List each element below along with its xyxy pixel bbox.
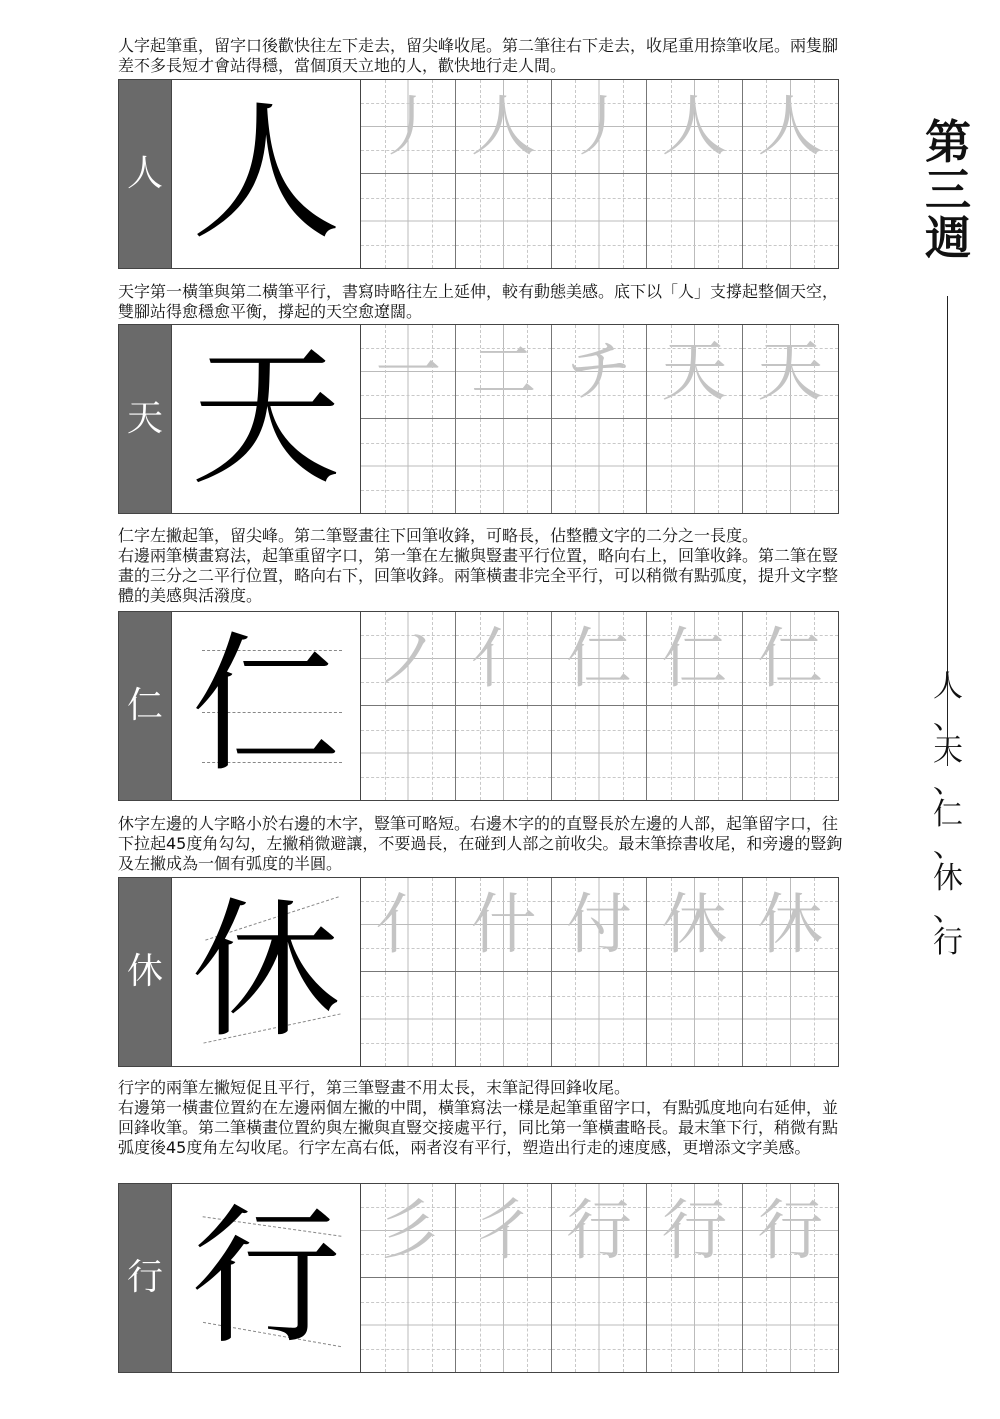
cell-guide xyxy=(814,419,815,513)
cell-guide xyxy=(552,1043,646,1044)
cell-guide xyxy=(432,1184,433,1277)
cell-guide xyxy=(432,80,433,173)
cell-guide xyxy=(361,150,455,151)
cell-guide xyxy=(623,1184,624,1277)
blank-cell[interactable] xyxy=(361,1278,456,1372)
trace-cell[interactable]: 亻 xyxy=(456,612,551,706)
cell-guide xyxy=(361,948,455,949)
trace-cell[interactable]: ノ xyxy=(361,612,456,706)
cell-guide xyxy=(480,80,481,173)
cell-guide xyxy=(766,174,767,268)
trace-cell[interactable]: チ xyxy=(552,325,647,419)
cell-guide xyxy=(743,777,838,778)
cell-guide xyxy=(432,1278,433,1372)
cell-guide xyxy=(552,635,646,636)
cell-guide xyxy=(671,419,672,513)
cell-guide xyxy=(743,245,838,246)
week-title: 第 三 週 xyxy=(925,115,971,265)
cell-guide xyxy=(527,972,528,1066)
cell-guide xyxy=(718,1184,719,1277)
cell-guide xyxy=(575,612,576,705)
blank-cell[interactable] xyxy=(647,1278,742,1372)
cell-guide xyxy=(456,245,550,246)
cell-guide xyxy=(552,198,646,199)
cell-guide xyxy=(647,901,741,902)
cell-guide xyxy=(575,706,576,800)
cell-guide xyxy=(623,325,624,418)
blank-cell[interactable] xyxy=(456,706,551,800)
cell-guide xyxy=(575,1184,576,1277)
cell-guide xyxy=(718,419,719,513)
cell-guide xyxy=(743,1349,838,1350)
cell-guide xyxy=(647,1349,741,1350)
trace-cell[interactable]: 彳 xyxy=(456,1184,551,1278)
cell-guide xyxy=(480,419,481,513)
blank-cell[interactable] xyxy=(361,174,456,268)
cell-guide xyxy=(456,1207,550,1208)
trace-cell[interactable]: 行 xyxy=(647,1184,742,1278)
cell-guide xyxy=(361,1254,455,1255)
week-sidebar xyxy=(918,115,978,960)
cell-guide xyxy=(575,80,576,173)
cell-guide xyxy=(552,1207,646,1208)
cell-guide xyxy=(456,1302,550,1303)
trace-cell[interactable]: 人 xyxy=(647,80,742,174)
cell-guide xyxy=(814,325,815,418)
cell-guide xyxy=(766,1184,767,1277)
cell-guide xyxy=(647,996,741,997)
cell-guide xyxy=(480,972,481,1066)
cell-guide xyxy=(647,443,741,444)
cell-guide xyxy=(552,901,646,902)
cell-guide xyxy=(743,901,838,902)
trace-cell[interactable]: 行 xyxy=(743,1184,838,1278)
cell-guide xyxy=(718,972,719,1066)
practice-block-ren2 xyxy=(118,611,839,801)
cell-guide xyxy=(385,706,386,800)
cell-guide xyxy=(743,1043,838,1044)
cell-guide xyxy=(456,901,550,902)
cell-guide xyxy=(671,325,672,418)
cell-guide xyxy=(456,1254,550,1255)
cell-guide xyxy=(766,972,767,1066)
cell-guide xyxy=(671,80,672,173)
cell-guide xyxy=(456,1043,550,1044)
blank-cell[interactable] xyxy=(743,972,838,1066)
cell-guide xyxy=(647,103,741,104)
practice-grid xyxy=(361,325,838,513)
blank-cell[interactable] xyxy=(361,706,456,800)
cell-guide xyxy=(456,948,550,949)
cell-guide xyxy=(527,80,528,173)
cell-guide xyxy=(552,245,646,246)
blank-cell[interactable] xyxy=(647,972,742,1066)
blank-cell[interactable] xyxy=(552,174,647,268)
cell-guide xyxy=(361,348,455,349)
cell-guide xyxy=(671,612,672,705)
cell-guide xyxy=(766,325,767,418)
cell-guide xyxy=(385,612,386,705)
cell-guide xyxy=(552,490,646,491)
cell-guide xyxy=(456,1349,550,1350)
trace-cell[interactable]: 彡 xyxy=(361,1184,456,1278)
trace-cell[interactable]: 天 xyxy=(647,325,742,419)
blank-cell[interactable] xyxy=(647,174,742,268)
cell-guide xyxy=(432,612,433,705)
cell-guide xyxy=(743,443,838,444)
practice-block-ren xyxy=(118,79,839,269)
practice-grid xyxy=(361,1184,838,1372)
trace-cell[interactable]: 人 xyxy=(456,80,551,174)
cell-guide xyxy=(623,612,624,705)
cell-guide xyxy=(718,612,719,705)
cell-guide xyxy=(575,1278,576,1372)
practice-grid xyxy=(361,878,838,1066)
trace-cell[interactable]: 仁 xyxy=(743,612,838,706)
cell-guide xyxy=(814,972,815,1066)
cell-guide xyxy=(527,1278,528,1372)
trace-cell[interactable]: 付 xyxy=(552,878,647,972)
blank-cell[interactable] xyxy=(743,706,838,800)
cell-guide xyxy=(385,325,386,418)
trace-cell[interactable]: 行 xyxy=(552,1184,647,1278)
cell-guide xyxy=(623,419,624,513)
cell-guide xyxy=(814,878,815,971)
cell-guide xyxy=(552,1349,646,1350)
cell-guide xyxy=(718,706,719,800)
cell-guide xyxy=(647,1302,741,1303)
cell-guide xyxy=(480,325,481,418)
cell-guide xyxy=(814,80,815,173)
cell-guide xyxy=(671,1184,672,1277)
trace-cell[interactable]: 二 xyxy=(456,325,551,419)
cell-guide xyxy=(552,777,646,778)
char-label: 仁 xyxy=(119,612,171,800)
blank-cell[interactable] xyxy=(552,419,647,513)
cell-guide xyxy=(552,682,646,683)
cell-guide xyxy=(743,198,838,199)
cell-guide xyxy=(552,1254,646,1255)
cell-guide xyxy=(743,395,838,396)
char-label: 天 xyxy=(119,325,171,513)
cell-guide xyxy=(743,490,838,491)
cell-guide xyxy=(456,730,550,731)
cell-guide xyxy=(552,948,646,949)
cell-guide xyxy=(647,1043,741,1044)
practice-block-tian xyxy=(118,324,839,514)
blank-cell[interactable] xyxy=(552,1278,647,1372)
cell-guide xyxy=(743,948,838,949)
cell-guide xyxy=(527,878,528,971)
cell-guide xyxy=(456,395,550,396)
char-label: 人 xyxy=(119,80,171,268)
cell-guide xyxy=(527,174,528,268)
cell-guide xyxy=(456,996,550,997)
cell-guide xyxy=(671,878,672,971)
week-char-list: 人 、 天 、 仁 、 休 、 行 xyxy=(933,669,963,960)
cell-guide xyxy=(647,245,741,246)
cell-guide xyxy=(814,1278,815,1372)
cell-guide xyxy=(671,1278,672,1372)
blank-cell[interactable] xyxy=(647,706,742,800)
cell-guide xyxy=(552,103,646,104)
cell-guide xyxy=(456,150,550,151)
trace-cell[interactable]: 什 xyxy=(456,878,551,972)
cell-guide xyxy=(814,1184,815,1277)
cell-guide xyxy=(432,972,433,1066)
trace-cell[interactable]: 仁 xyxy=(647,612,742,706)
trace-cell[interactable]: 亻 xyxy=(361,878,456,972)
cell-guide xyxy=(575,325,576,418)
cell-guide xyxy=(456,198,550,199)
trace-cell[interactable]: 休 xyxy=(743,878,838,972)
description-ren2: 仁字左撇起筆，留尖峰。第二筆豎畫往下回筆收鋒，可略長，佔整體文字的二分之一長度。 右邊兩筆橫畫寫法，起筆重留字口，第一筆在左撇與豎畫平行位置，略向右上，回筆收鋒。第二筆在豎畫的三分之二平行位置，略向右下，回筆收鋒。兩筆橫畫非完全平行，可以稍微有點弧度，提升文字整體的美感與活潑度。 xyxy=(118,526,839,605)
cell-guide xyxy=(480,174,481,268)
cell-guide xyxy=(385,972,386,1066)
cell-guide xyxy=(385,1278,386,1372)
cell-guide xyxy=(718,1278,719,1372)
practice-grid xyxy=(361,80,838,268)
cell-guide xyxy=(552,996,646,997)
blank-cell[interactable] xyxy=(361,972,456,1066)
cell-guide xyxy=(552,150,646,151)
cell-guide xyxy=(623,972,624,1066)
cell-guide xyxy=(718,878,719,971)
trace-cell[interactable]: 一 xyxy=(361,325,456,419)
cell-guide xyxy=(743,682,838,683)
cell-guide xyxy=(456,348,550,349)
blank-cell[interactable] xyxy=(361,419,456,513)
model-char: 休 xyxy=(171,878,361,1066)
char-label: 休 xyxy=(119,878,171,1066)
cell-guide xyxy=(527,325,528,418)
cell-guide xyxy=(456,777,550,778)
cell-guide xyxy=(432,706,433,800)
cell-guide xyxy=(766,612,767,705)
cell-guide xyxy=(647,948,741,949)
cell-guide xyxy=(671,706,672,800)
trace-cell[interactable]: 休 xyxy=(647,878,742,972)
blank-cell[interactable] xyxy=(743,1278,838,1372)
cell-guide xyxy=(718,174,719,268)
trace-cell[interactable]: 人 xyxy=(743,80,838,174)
cell-guide xyxy=(575,878,576,971)
cell-guide xyxy=(480,878,481,971)
blank-cell[interactable] xyxy=(552,972,647,1066)
cell-guide xyxy=(527,1184,528,1277)
cell-guide xyxy=(361,103,455,104)
cell-guide xyxy=(552,443,646,444)
cell-guide xyxy=(480,706,481,800)
cell-guide xyxy=(647,348,741,349)
cell-guide xyxy=(718,80,719,173)
cell-guide xyxy=(766,878,767,971)
cell-guide xyxy=(671,174,672,268)
cell-guide xyxy=(743,1207,838,1208)
description-tian: 天字第一橫筆與第二橫筆平行，書寫時略往左上延伸，較有動態美感。底下以「人」支撐起整個天空，雙腳站得愈穩愈平衡，撐起的天空愈遼闊。 xyxy=(118,282,839,321)
cell-guide xyxy=(647,150,741,151)
description-xiu: 休字左邊的人字略小於右邊的木字，豎筆可略短。右邊木字的的直豎長於左邊的人部，起筆留字口，往下拉起45度角勾勾，左撇稍微避讓，不要過長，在碰到人部之前收尖。最末筆捺書收尾，和旁邊的豎鉤及左撇成為一個有弧度的半圓。 xyxy=(118,814,843,873)
cell-guide xyxy=(766,1278,767,1372)
blank-cell[interactable] xyxy=(743,174,838,268)
cell-guide xyxy=(456,635,550,636)
model-char: 行 xyxy=(171,1184,361,1372)
cell-guide xyxy=(766,419,767,513)
cell-guide xyxy=(361,1043,455,1044)
cell-guide xyxy=(766,80,767,173)
cell-guide xyxy=(361,901,455,902)
cell-guide xyxy=(575,174,576,268)
cell-guide xyxy=(385,419,386,513)
cell-guide xyxy=(361,395,455,396)
cell-guide xyxy=(385,174,386,268)
cell-guide xyxy=(575,972,576,1066)
practice-block-xiu xyxy=(118,877,839,1067)
cell-guide xyxy=(361,245,455,246)
cell-guide xyxy=(647,1254,741,1255)
cell-guide xyxy=(623,1278,624,1372)
model-char: 天 xyxy=(171,325,361,513)
cell-guide xyxy=(647,490,741,491)
cell-guide xyxy=(743,730,838,731)
cell-guide xyxy=(480,1278,481,1372)
blank-cell[interactable] xyxy=(647,419,742,513)
cell-guide xyxy=(623,80,624,173)
cell-guide xyxy=(743,1254,838,1255)
cell-guide xyxy=(361,1349,455,1350)
cell-guide xyxy=(647,730,741,731)
cell-guide xyxy=(552,348,646,349)
blank-cell[interactable] xyxy=(552,706,647,800)
cell-guide xyxy=(647,1207,741,1208)
cell-guide xyxy=(743,348,838,349)
cell-guide xyxy=(743,996,838,997)
cell-guide xyxy=(480,1184,481,1277)
blank-cell[interactable] xyxy=(456,972,551,1066)
blank-cell[interactable] xyxy=(456,419,551,513)
practice-grid xyxy=(361,612,838,800)
cell-guide xyxy=(361,682,455,683)
trace-cell[interactable]: 仁 xyxy=(552,612,647,706)
cell-guide xyxy=(814,612,815,705)
cell-guide xyxy=(527,706,528,800)
cell-guide xyxy=(361,1302,455,1303)
blank-cell[interactable] xyxy=(456,1278,551,1372)
cell-guide xyxy=(361,198,455,199)
cell-guide xyxy=(432,878,433,971)
cell-guide xyxy=(671,972,672,1066)
cell-guide xyxy=(647,682,741,683)
cell-guide xyxy=(361,730,455,731)
cell-guide xyxy=(527,419,528,513)
cell-guide xyxy=(552,395,646,396)
cell-guide xyxy=(743,103,838,104)
description-xing: 行字的兩筆左撇短促且平行，第三筆豎畫不用太長，末筆記得回鋒收尾。 右邊第一橫畫位置約在左邊兩個左撇的中間，橫筆寫法一樣是起筆重留字口，有點弧度地向右延伸，並回鋒收筆。第二筆橫畫位置約與左撇與直豎交接處平行，同比第一筆橫畫略長。最末筆下行，稍微有點弧度後45度角左勾收尾。行字左高右低，兩者沒有平行，塑造出行走的速度感，更增添文字美感。 xyxy=(118,1078,839,1157)
cell-guide xyxy=(647,198,741,199)
cell-guide xyxy=(623,706,624,800)
cell-guide xyxy=(432,325,433,418)
cell-guide xyxy=(456,443,550,444)
cell-guide xyxy=(456,682,550,683)
cell-guide xyxy=(361,1207,455,1208)
trace-cell[interactable]: 天 xyxy=(743,325,838,419)
cell-guide xyxy=(766,706,767,800)
model-char: 仁 xyxy=(171,612,361,800)
cell-guide xyxy=(743,635,838,636)
cell-guide xyxy=(361,443,455,444)
cell-guide xyxy=(456,490,550,491)
cell-guide xyxy=(432,419,433,513)
cell-guide xyxy=(456,103,550,104)
trace-cell[interactable]: 丿 xyxy=(361,80,456,174)
cell-guide xyxy=(647,635,741,636)
cell-guide xyxy=(432,174,433,268)
cell-guide xyxy=(647,777,741,778)
cell-guide xyxy=(480,612,481,705)
practice-block-xing xyxy=(118,1183,839,1373)
cell-guide xyxy=(361,777,455,778)
cell-guide xyxy=(361,635,455,636)
cell-guide xyxy=(743,150,838,151)
cell-guide xyxy=(385,878,386,971)
cell-guide xyxy=(623,174,624,268)
char-label: 行 xyxy=(119,1184,171,1372)
cell-guide xyxy=(552,1302,646,1303)
blank-cell[interactable] xyxy=(456,174,551,268)
description-ren: 人字起筆重，留字口後歡快往左下走去，留尖峰收尾。第二筆往右下走去，收尾重用捺筆收尾。兩隻腳差不多長短才會站得穩，當個頂天立地的人，歡快地行走人間。 xyxy=(118,36,839,75)
cell-guide xyxy=(647,395,741,396)
cell-guide xyxy=(623,878,624,971)
blank-cell[interactable] xyxy=(743,419,838,513)
cell-guide xyxy=(743,1302,838,1303)
trace-cell[interactable]: 丿 xyxy=(552,80,647,174)
cell-guide xyxy=(552,730,646,731)
cell-guide xyxy=(814,174,815,268)
cell-guide xyxy=(575,419,576,513)
cell-guide xyxy=(814,706,815,800)
model-char: 人 xyxy=(171,80,361,268)
cell-guide xyxy=(361,996,455,997)
cell-guide xyxy=(527,612,528,705)
cell-guide xyxy=(718,325,719,418)
cell-guide xyxy=(385,80,386,173)
cell-guide xyxy=(385,1184,386,1277)
cell-guide xyxy=(361,490,455,491)
